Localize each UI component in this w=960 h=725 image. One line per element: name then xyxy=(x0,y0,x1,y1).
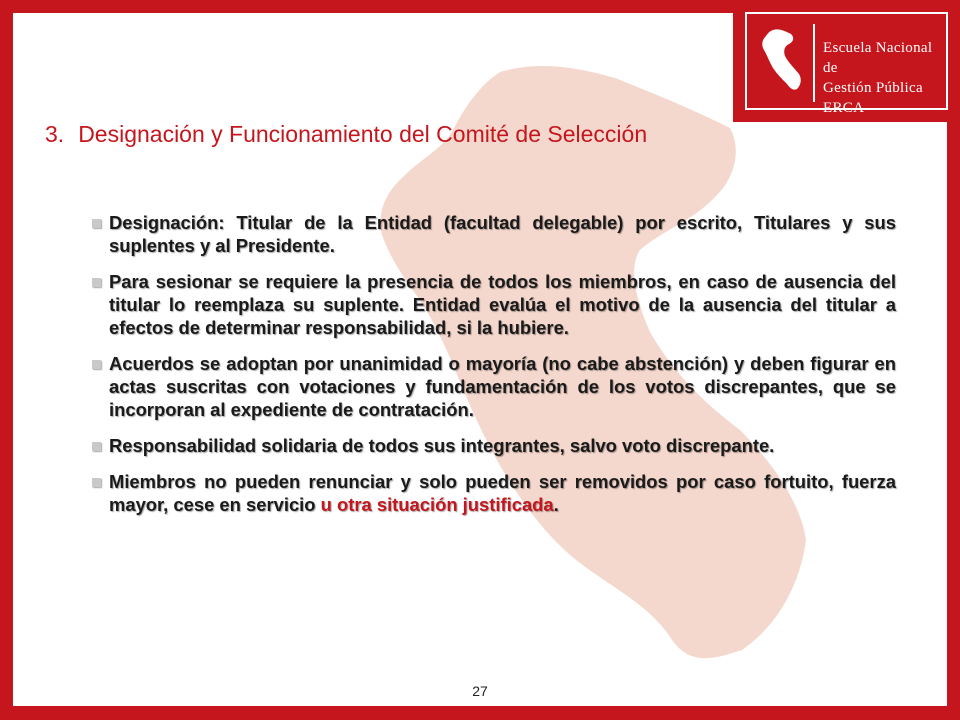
bullet-item xyxy=(92,434,896,457)
logo-line-1: Escuela Nacional de xyxy=(823,40,933,76)
logo-divider xyxy=(813,24,815,102)
bullet-highlight-text: u otra situación justificada xyxy=(320,494,554,515)
bullet-item xyxy=(92,211,896,257)
square-bullet-icon xyxy=(92,360,101,369)
bullet-item xyxy=(92,352,896,421)
slide-title xyxy=(45,121,647,148)
bullet-list xyxy=(92,211,896,529)
peru-map-icon xyxy=(759,28,803,94)
bullet-text-end: . xyxy=(553,494,559,515)
square-bullet-icon xyxy=(92,478,101,487)
bullet-text: Para sesionar se requiere la presencia de todos los miembros, en caso de ausencia del titular lo reemplaza su suplente. Entidad evalúa el motivo de la ausencia del titular a efectos de determinar responsabilidad, si la hubiere. xyxy=(109,271,896,338)
square-bullet-icon xyxy=(92,219,101,228)
bullet-text: Acuerdos se adoptan por unanimidad o mayoría (no cabe abstención) y deben figurar en actas suscritas con votaciones y fundamentación de los votos discrepantes, que se incorporan al expediente de contratación. xyxy=(109,353,896,420)
square-bullet-icon xyxy=(92,442,101,451)
logo-border xyxy=(745,12,948,116)
title-number: 3. xyxy=(45,121,65,147)
logo-text xyxy=(823,38,946,118)
institution-logo xyxy=(733,0,960,122)
page-number: 27 xyxy=(472,683,488,699)
bullet-text: Designación: Titular de la Entidad (facultad delegable) por escrito, Titulares y sus suplentes y al Presidente. xyxy=(109,212,896,256)
title-text: Designación y Funcionamiento del Comité de Selección xyxy=(78,121,648,147)
square-bullet-icon xyxy=(92,278,101,287)
bullet-text: Responsabilidad solidaria de todos sus integrantes, salvo voto discrepante. xyxy=(109,435,775,456)
logo-line-2: Gestión Pública ERCA xyxy=(823,80,923,116)
bullet-text: Miembros no pueden renunciar y solo pueden ser removidos por caso fortuito, fuerza mayor, cese en servicio xyxy=(109,471,896,515)
bullet-item xyxy=(92,470,896,516)
bullet-item xyxy=(92,270,896,339)
